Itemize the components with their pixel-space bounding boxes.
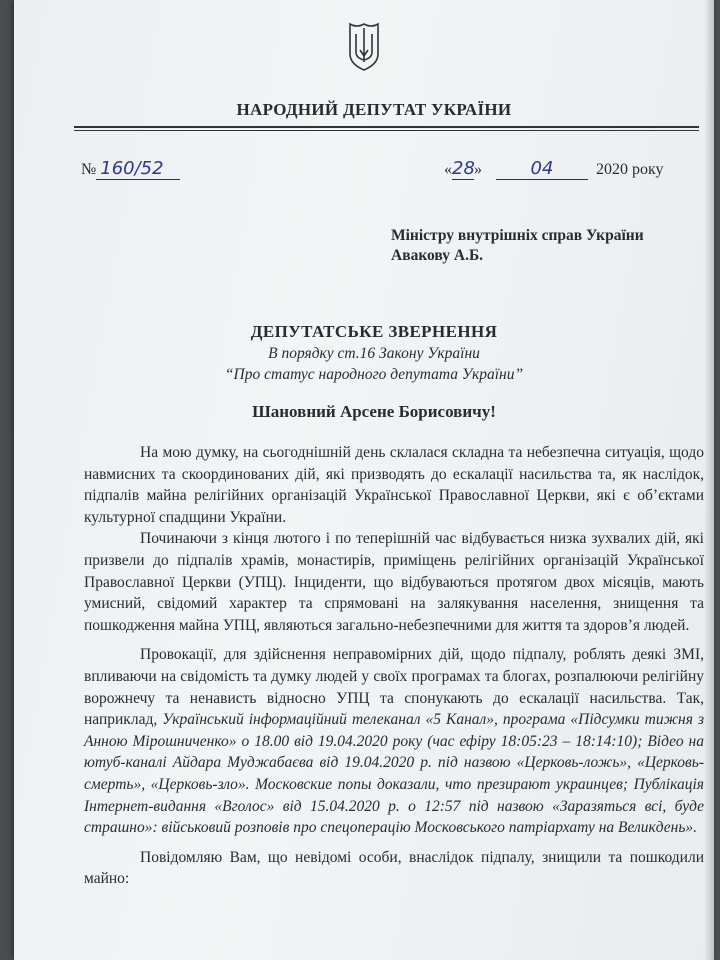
document-sheet: [14, 0, 714, 960]
paragraph-3: [84, 644, 704, 838]
addressee-line-2: Авакову А.Б.: [391, 247, 484, 264]
paragraph-3-text: Провокації, для здійснення неправомірних дій, щодо підпалу, роблять деякі ЗМІ, впливаючи на свідомість та думку людей у своїх програмах та блогах, розпалюючи релігійну ворожнечу та ненависть відносно УПЦ та спонукають до ескалації насильства. Так, наприклад,: [84, 646, 704, 729]
year-text: 2020 року: [596, 161, 664, 178]
quote-open: «: [444, 161, 452, 178]
handwritten-month: 04: [496, 158, 588, 180]
addressee-block: [391, 226, 644, 266]
appeal-subtitle-2: “Про статус народного депутата України”: [224, 366, 524, 383]
appeal-title: ДЕПУТАТСЬКЕ ЗВЕРНЕННЯ: [250, 322, 498, 341]
header-title: НАРОДНИЙ ДЕПУТАТ УКРАЇНИ: [236, 100, 512, 119]
addressee-line-1: Міністру внутрішніх справ України: [391, 227, 644, 244]
paragraph-4: Повідомляю Вам, що невідомі особи, внаслідок підпалу, знищили та пошкодили майно:: [84, 848, 704, 888]
paragraph-2: Починаючи з кінця лютого і по теперішній час відбувається низка зухвалих дій, які призвели до підпалів храмів, монастирів, приміщень релігійних організацій Української Православної Церкви (УПЦ). Інциденти, що відбуваються протягом двох місяців, мають умисний, свідомий характер та спрямовані на залякування населення, знищення та пошкодження майна УПЦ, являються загально-небезпечними для життя та здоров’я людей.: [84, 530, 704, 634]
paragraph-3-italic: Український інформаційний телеканал «5 Канал», програма «Підсумки тижня з Анною Мірошниченко» о 18.00 від 19.04.2020 року (час ефіру 18:05:23 – 18:14:10); Відео на ютуб-каналі Айдара Муджабаєва від 19.04.2020 р. під назвою «Церковь-ложь», «Церковь-смерть», «Церковь-зло». Московские попы доказали, что презирают украинцев; Публікація Інтернет-видання «Вголос» від 15.04.2020 р. о 12:57 під назвою «Заразяться всі, буде страшно»: військовий розповів про спецоперацію Московського патріархату на Великдень».: [84, 711, 704, 837]
handwritten-number: 160/52: [96, 158, 180, 180]
number-prefix: №: [81, 161, 97, 178]
letter-body: [84, 442, 704, 890]
registration-date: [444, 158, 664, 180]
salutation: Шановний Арсене Борисовичу!: [252, 402, 496, 421]
appeal-subtitle-1: В порядку ст.16 Закону України: [268, 345, 480, 362]
header-rule: [74, 126, 699, 128]
paragraph-1: На мою думку, на сьогоднішній день склалася складна та небезпечна ситуація, щодо навмисних та скоординованих дій, які призводять до ескалації насильства та, як наслідок, підпалів майна релігійних організацій Української Православної Церкви, які є об’єктами культурної спадщини України.: [84, 444, 704, 526]
registration-number: [81, 158, 180, 180]
handwritten-day: 28: [452, 158, 475, 179]
header-rule-thin: [74, 130, 699, 131]
quote-close: »: [474, 161, 482, 178]
trident-emblem-icon: [347, 20, 381, 74]
